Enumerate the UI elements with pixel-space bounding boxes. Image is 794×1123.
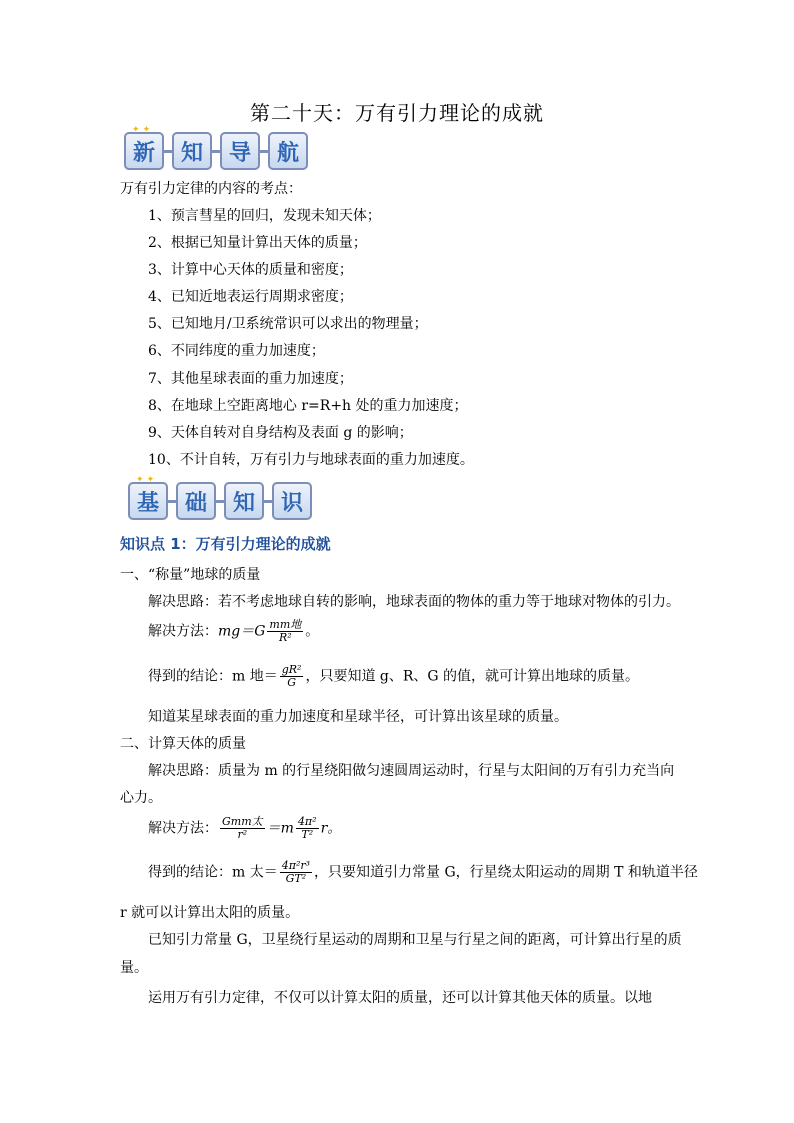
formula-line: 得到的结论：m 地＝ $\frac{\text{gR²}}{G}$ ，只要知道 g、R、G 的值，就可计算出地球的质量。 (148, 663, 640, 689)
paragraph: 解决思路：质量为 m 的行星绕阳做匀速圆周运动时，行星与太阳间的万有引力充当向 (148, 763, 675, 779)
fraction: $\frac{\text{4π²r³}}{\text{GT²}}$ (281, 859, 311, 885)
intro-text: 万有引力定律的内容的考点： (120, 181, 302, 197)
list-item: 3、计算中心天体的质量和密度； (148, 262, 353, 278)
paragraph: 运用万有引力定律，不仅可以计算太阳的质量，还可以计算其他天体的质量。以地 (148, 990, 652, 1006)
banner-tile: 知 (172, 132, 212, 170)
knowledge-point-heading: 知识点 1：万有引力理论的成就 (120, 535, 331, 553)
banner-tile: ✦ ✦ 新 (124, 132, 164, 170)
banner-tile: 导 (220, 132, 260, 170)
banner-tile: 础 (176, 482, 216, 520)
formula-line: 得到的结论：m 太＝ $\frac{\text{4π²r³}}{\text{GT²}}$ ，只要知道引力常量 G，行星绕太阳运动的周期 T 和轨道半径 (148, 859, 698, 885)
section-heading: 一、“称量”地球的质量 (120, 567, 261, 583)
formula-line: 解决方法： $\frac{\text{Gmm太}}{\text{r²}}$ ＝m $\frac{\text{4π²}}{\text{T²}}$ r。 (148, 815, 342, 841)
fraction: $\frac{\text{mm地}}{\text{R²}}$ (269, 618, 302, 644)
list-item: 9、天体自转对自身结构及表面 g 的影响； (148, 425, 413, 441)
fraction: $\frac{\text{Gmm太}}{\text{r²}}$ (222, 815, 263, 841)
paragraph: 已知引力常量 G，卫星绕行星运动的周期和卫星与行星之间的距离，可计算出行星的质 (148, 932, 682, 948)
banner-tile: 知 (224, 482, 264, 520)
list-item: 1、预言彗星的回归，发现未知天体； (148, 208, 381, 224)
list-item: 4、已知近地表运行周期求密度； (148, 289, 353, 305)
fraction: $\frac{\text{gR²}}{G}$ (281, 663, 302, 689)
list-item: 5、已知地月/卫系统常识可以求出的物理量； (148, 316, 428, 332)
paragraph: 知道某星球表面的重力加速度和星球半径，可计算出该星球的质量。 (148, 709, 568, 725)
sparkle-icon: ✦ ✦ (132, 125, 151, 135)
banner-tile: 航 (268, 132, 308, 170)
banner-new-knowledge (124, 125, 308, 170)
list-item: 7、其他星球表面的重力加速度； (148, 371, 353, 387)
list-item: 6、不同纬度的重力加速度； (148, 343, 325, 359)
paragraph: r 就可以计算出太阳的质量。 (120, 905, 300, 921)
formula-line: 解决方法：mg＝G $\frac{\text{mm地}}{\text{R²}}$ 。 (148, 618, 320, 644)
banner-basic-knowledge (128, 475, 312, 520)
paragraph: 解决思路：若不考虑地球自转的影响，地球表面的物体的重力等于地球对物体的引力。 (148, 594, 680, 610)
sparkle-icon: ✦ ✦ (136, 475, 155, 485)
paragraph: 心力。 (120, 790, 162, 806)
fraction: $\frac{\text{4π²}}{\text{T²}}$ (297, 815, 317, 841)
paragraph: 量。 (120, 960, 148, 976)
page-title: 第二十天：万有引力理论的成就 (250, 101, 544, 125)
section-heading: 二、计算天体的质量 (120, 736, 246, 752)
banner-tile: ✦ ✦ 基 (128, 482, 168, 520)
list-item: 2、根据已知量计算出天体的质量； (148, 235, 367, 251)
list-item: 10、不计自转，万有引力与地球表面的重力加速度。 (148, 452, 474, 468)
list-item: 8、在地球上空距离地心 r=R+h 处的重力加速度； (148, 398, 468, 414)
banner-tile: 识 (272, 482, 312, 520)
